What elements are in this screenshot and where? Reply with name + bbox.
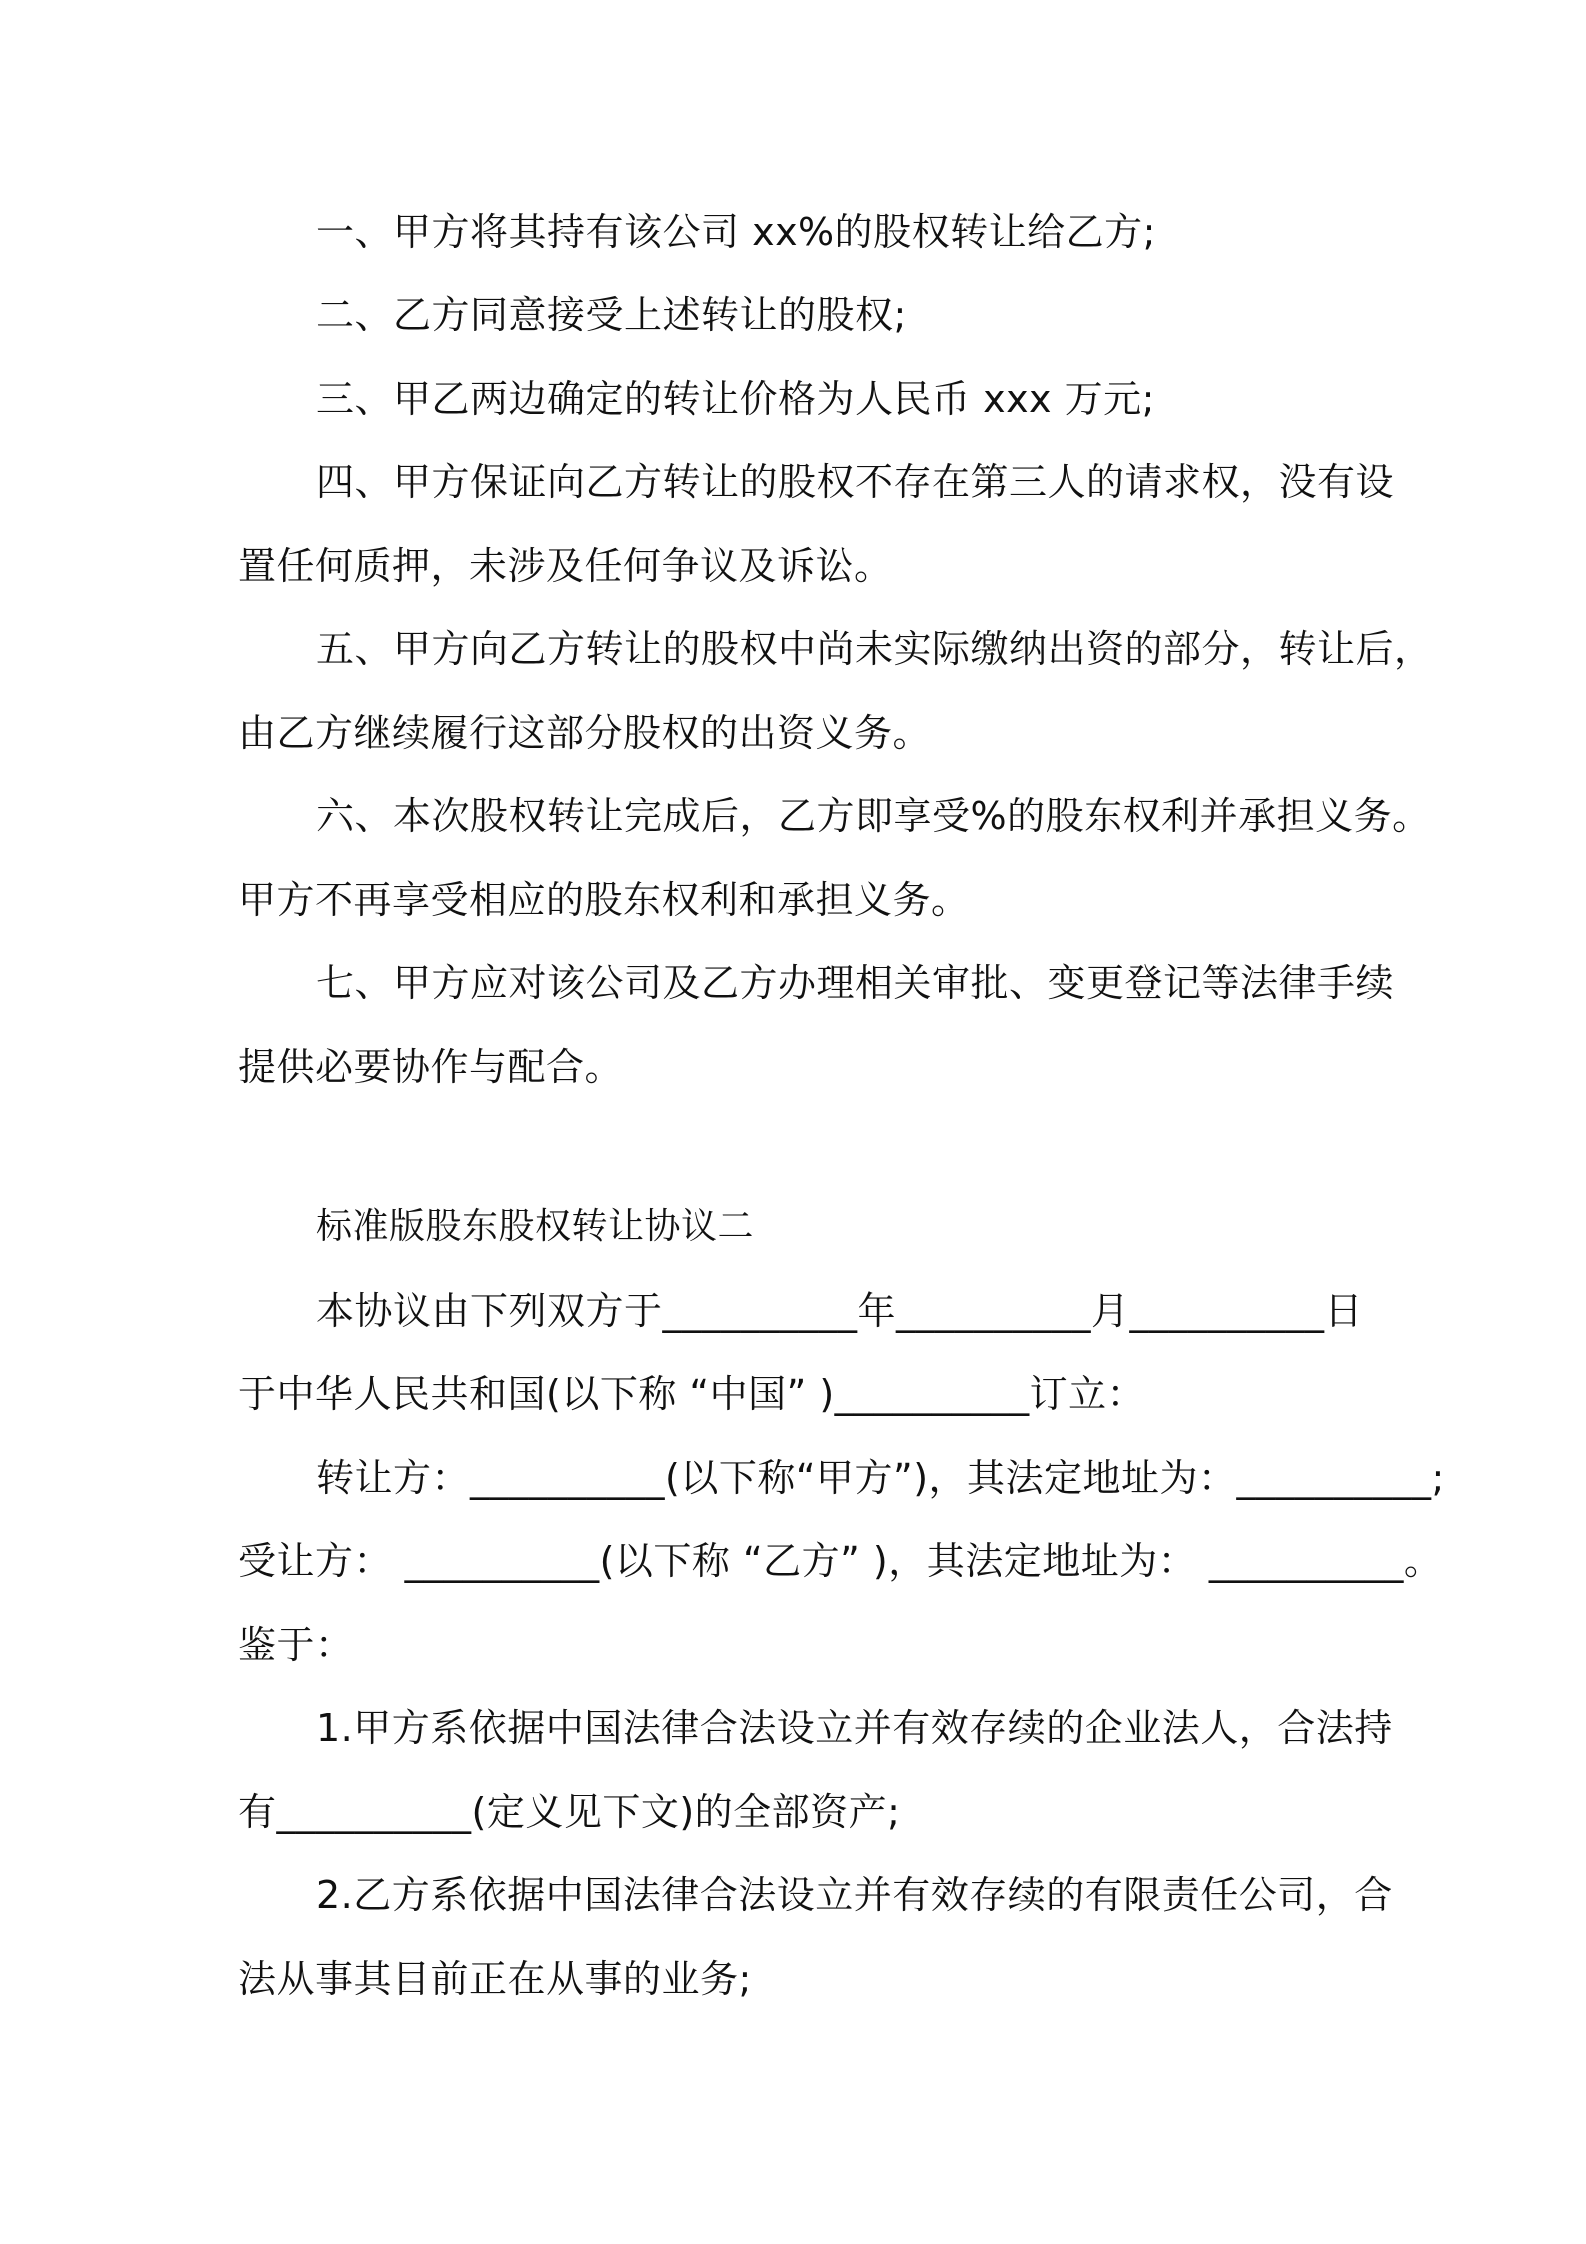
whereas-label: 鉴于： [238, 1623, 354, 1667]
transferor-line: 转让方：__________(以下称“甲方”)，其法定地址为：__________; [316, 1456, 1445, 1500]
clause-4-line-2: 置任何质押，未涉及任何争议及诉讼。 [238, 544, 893, 588]
recital-1-line-2: 有__________(定义见下文)的全部资产; [238, 1790, 901, 1834]
agreement-title: 标准版股东股权转让协议二 [316, 1206, 755, 1247]
clause-6-line-1: 六、本次股权转让完成后，乙方即享受%的股东权利并承担义务。 [316, 794, 1431, 838]
agreement-date-line: 本协议由下列双方于__________年__________月__________日 [316, 1289, 1364, 1333]
recital-1-line-1: 1.甲方系依据中国法律合法设立并有效存续的企业法人，合法持 [316, 1706, 1393, 1750]
clause-3: 三、甲乙两边确定的转让价格为人民币 xxx 万元; [316, 377, 1155, 421]
transferee-line: 受让方： __________(以下称 “乙方” )，其法定地址为： __________。 [238, 1539, 1443, 1583]
clause-4-line-1: 四、甲方保证向乙方转让的股权不存在第三人的请求权，没有设 [316, 460, 1395, 504]
clause-5-line-1: 五、甲方向乙方转让的股权中尚未实际缴纳出资的部分，转让后， [316, 627, 1433, 671]
clause-7-line-2: 提供必要协作与配合。 [238, 1045, 624, 1089]
recital-2-line-2: 法从事其目前正在从事的业务; [238, 1957, 752, 2001]
clause-2: 二、乙方同意接受上述转让的股权; [316, 293, 907, 337]
clause-6-line-2: 甲方不再享受相应的股东权利和承担义务。 [238, 878, 970, 922]
clause-7-line-1: 七、甲方应对该公司及乙方办理相关审批、变更登记等法律手续 [316, 961, 1395, 1005]
recital-2-line-1: 2.乙方系依据中国法律合法设立并有效存续的有限责任公司，合 [316, 1873, 1393, 1917]
clause-5-line-2: 由乙方继续履行这部分股权的出资义务。 [238, 711, 932, 755]
clause-1: 一、甲方将其持有该公司 xx%的股权转让给乙方; [316, 210, 1156, 254]
agreement-place-line: 于中华人民共和国(以下称 “中国” )__________订立： [238, 1372, 1146, 1416]
